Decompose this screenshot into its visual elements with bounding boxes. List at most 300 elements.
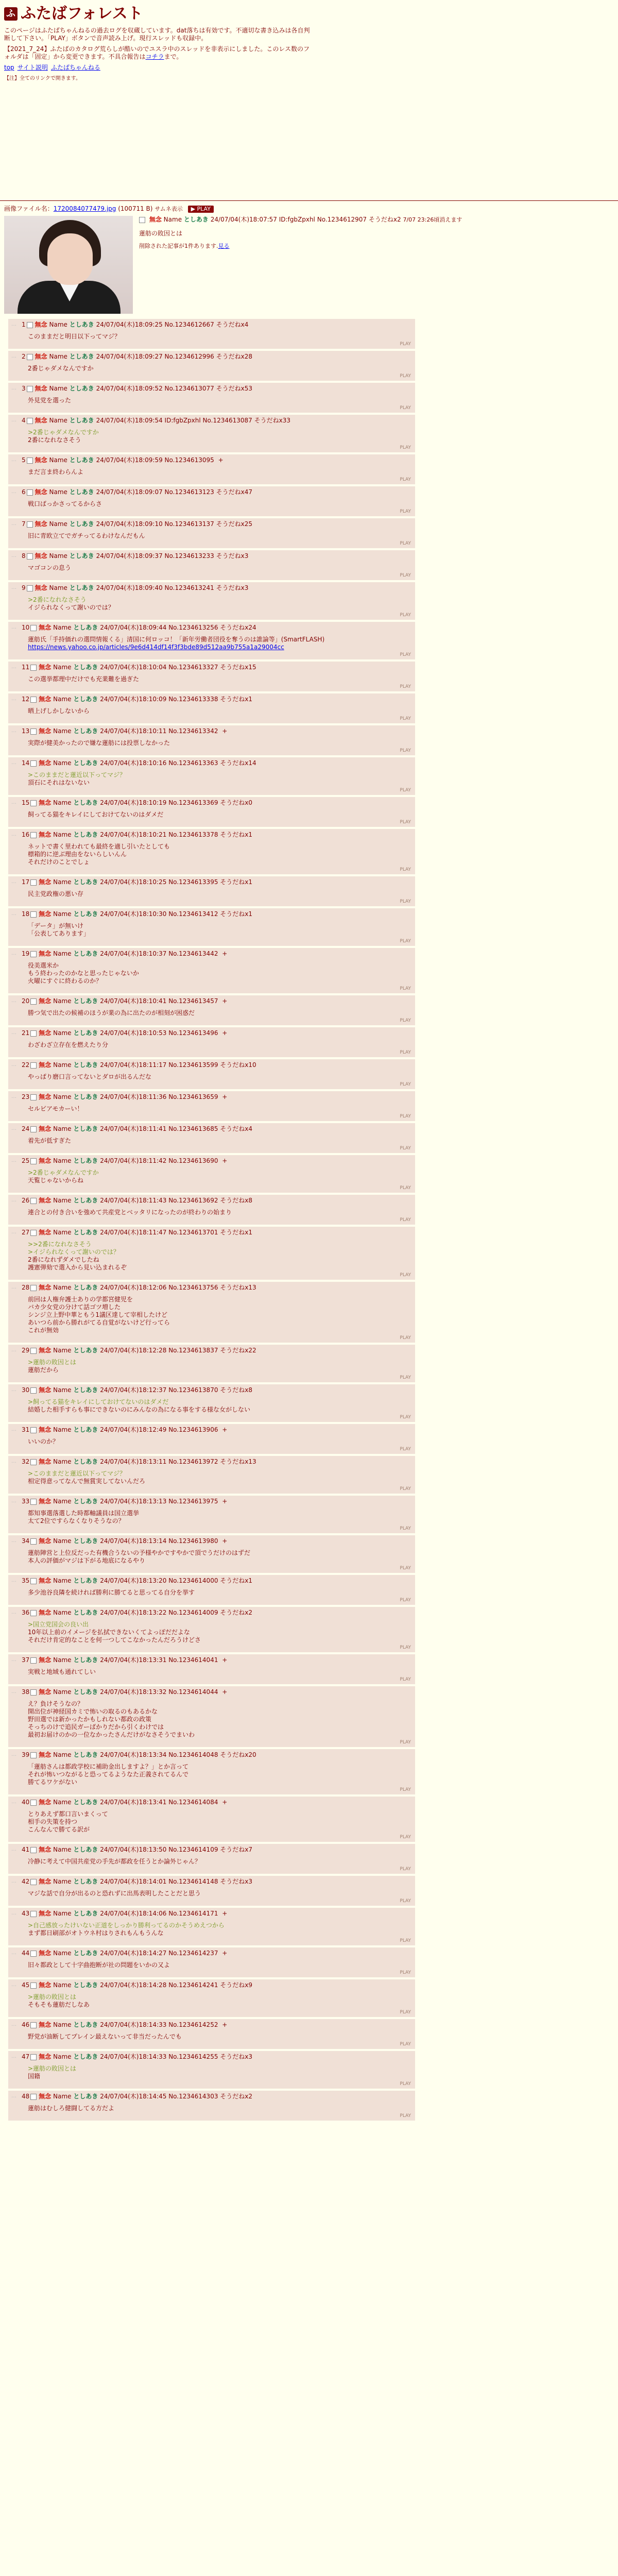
nav-help-link[interactable]: サイト説明 [17, 63, 48, 71]
reply-delete-checkbox[interactable] [30, 1030, 37, 1037]
reply-play-button[interactable]: PLAY [400, 1866, 411, 1872]
reply-delete-checkbox[interactable] [30, 832, 37, 838]
reply-delete-checkbox[interactable] [30, 1982, 37, 1989]
reply-sodane[interactable]: そうだねx24 [220, 624, 256, 631]
reply-subject: 無念 [39, 1029, 52, 1037]
reply-sodane[interactable]: そうだねx8 [220, 1386, 253, 1394]
reply-name-label: Name [49, 488, 67, 496]
reply-sodane[interactable]: そうだねx4 [220, 1125, 253, 1132]
reply-name: としあき [69, 552, 94, 560]
reply-no[interactable]: No.1234613837 [168, 1347, 218, 1354]
reply-play-button[interactable]: PLAY [400, 1938, 411, 1943]
reply-sodane[interactable]: そうだねx1 [220, 910, 253, 918]
reply-no[interactable]: No.1234614237 [168, 1950, 218, 1957]
reply-delete-checkbox[interactable] [27, 322, 33, 328]
site-logo-icon[interactable]: ふ [4, 7, 18, 21]
reply-delete-checkbox[interactable] [30, 1911, 37, 1917]
reply-play-button[interactable]: PLAY [400, 748, 411, 753]
reply-no[interactable]: No.1234613756 [168, 1284, 218, 1291]
reply-sodane[interactable]: そうだねx3 [216, 552, 249, 560]
reply-no[interactable]: No.1234612667 [164, 321, 214, 328]
reply-delete-checkbox[interactable] [30, 1459, 37, 1465]
reply-no[interactable]: No.1234613980 [168, 1537, 218, 1545]
reply-date: 24/07/04(木)18:10:41 [100, 997, 167, 1005]
reply-delete-checkbox[interactable] [30, 1951, 37, 1957]
reply-subject: 無念 [39, 759, 52, 767]
reply-no[interactable]: No.1234613369 [168, 799, 218, 806]
reply-sodane[interactable]: そうだねx2 [220, 1609, 253, 1616]
reply-delete-checkbox[interactable] [30, 1847, 37, 1853]
reply-delete-checkbox[interactable] [30, 2094, 37, 2100]
reply-sodane[interactable]: そうだねx4 [216, 321, 249, 328]
reply-post [8, 1947, 415, 1977]
reply-url-link[interactable]: https://news.yahoo.co.jp/articles/9e6d414df14f3f3bde89d512aa9b755a1a29004cc [28, 643, 284, 651]
reply-play-button[interactable]: PLAY [400, 1526, 411, 1531]
reply-no[interactable]: No.1234614084 [168, 1799, 218, 1806]
reply-header [22, 353, 411, 361]
reply-post [8, 2019, 415, 2049]
reply-play-button[interactable]: PLAY [400, 899, 411, 904]
reply-no[interactable]: No.1234614044 [168, 1688, 218, 1696]
reply-no[interactable]: No.1234613095 [164, 456, 214, 464]
reply-delete-checkbox[interactable] [30, 1689, 37, 1696]
reply-play-button[interactable]: PLAY [400, 373, 411, 379]
reply-line: 2番になれなさそう [28, 436, 81, 444]
reply-play-button[interactable]: PLAY [400, 2041, 411, 2047]
reply-delete-checkbox[interactable] [30, 2054, 37, 2060]
reply-subject: 無念 [39, 997, 52, 1005]
reply-play-button[interactable]: PLAY [400, 2113, 411, 2119]
reply-header [22, 1609, 411, 1617]
reply-sodane[interactable]: + [222, 1029, 228, 1037]
reply-arrow-icon: … [11, 1752, 16, 1757]
reply-post [8, 2051, 415, 2089]
reply-play-button[interactable]: PLAY [400, 986, 411, 991]
reply-number: 36 [22, 1609, 30, 1616]
reply-no[interactable]: No.1234613327 [168, 664, 218, 671]
reply-no[interactable]: No.1234613496 [168, 1029, 218, 1037]
reply-no[interactable]: No.1234613659 [168, 1093, 218, 1100]
reply-no[interactable]: No.1234614009 [168, 1609, 218, 1616]
nav-futaba-link[interactable]: ふたばちゃんねる [50, 63, 100, 71]
reply-sodane[interactable]: そうだねx2 [220, 2093, 253, 2100]
reply-header [22, 1426, 411, 1434]
reply-date: 24/07/04(木)18:10:19 [100, 799, 167, 806]
reply-no[interactable]: No.1234613233 [164, 552, 214, 560]
reply-no[interactable]: No.1234613378 [168, 831, 218, 838]
reply-delete-checkbox[interactable] [27, 553, 33, 560]
reply-line: これが無効 [28, 1327, 59, 1334]
op-text-line-2 [139, 243, 618, 250]
reply-header [22, 1688, 411, 1696]
reply-play-button[interactable]: PLAY [400, 1645, 411, 1650]
reply-delete-checkbox[interactable] [27, 585, 33, 591]
reply-play-button[interactable]: PLAY [400, 572, 411, 578]
play-button[interactable]: ▶ PLAY [188, 206, 214, 213]
reply-arrow-icon: … [11, 832, 16, 837]
reply-date: 24/07/04(木)18:12:28 [100, 1347, 167, 1354]
reply-play-button[interactable]: PLAY [400, 2081, 411, 2087]
reply-delete-checkbox[interactable] [30, 1158, 37, 1164]
reply-subject: 無念 [39, 910, 52, 918]
reply-no[interactable]: No.1234613692 [168, 1197, 218, 1204]
reply-sodane[interactable]: そうだねx7 [220, 1846, 253, 1853]
reply-no[interactable]: No.1234613972 [168, 1458, 218, 1465]
reply-play-button[interactable]: PLAY [400, 1486, 411, 1492]
reply-body [22, 1359, 411, 1374]
reply-sodane[interactable]: + [222, 997, 228, 1005]
reply-sodane[interactable]: + [222, 727, 228, 735]
reply-no[interactable]: No.1234614252 [168, 2021, 218, 2028]
reply-no[interactable]: No.1234614255 [168, 2053, 218, 2060]
reply-play-button[interactable]: PLAY [400, 2009, 411, 2015]
reply-sodane[interactable]: そうだねx33 [254, 417, 291, 424]
reply-number: 13 [22, 727, 30, 735]
reply-no[interactable]: No.1234614148 [168, 1878, 218, 1885]
reply-post [8, 1797, 415, 1842]
reply-date: 24/07/04(木)18:14:27 [100, 1950, 167, 1957]
reply-name: としあき [73, 910, 98, 918]
reply-no[interactable]: No.1234613701 [168, 1229, 218, 1236]
reply-no[interactable]: No.1234613241 [164, 584, 214, 591]
reply-list [8, 319, 415, 2121]
reply-play-button[interactable]: PLAY [400, 1049, 411, 1055]
reply-delete-checkbox[interactable] [30, 951, 37, 957]
reply-no[interactable]: No.1234613906 [168, 1426, 218, 1433]
reply-sodane[interactable]: + [222, 1910, 228, 1917]
reply-no[interactable]: No.1234613690 [168, 1157, 218, 1164]
reply-play-button[interactable]: PLAY [400, 1272, 411, 1278]
op-delete-checkbox[interactable] [139, 217, 145, 223]
reply-name-label: Name [53, 2053, 72, 2060]
reply-no[interactable]: No.1234613363 [168, 759, 218, 767]
reply-name-label: Name [53, 1751, 72, 1758]
reply-no[interactable]: No.1234613077 [164, 385, 214, 392]
reply-sodane[interactable]: + [222, 1157, 228, 1164]
reply-header [22, 1950, 411, 1957]
reply-number: 35 [22, 1577, 30, 1584]
reply-sodane[interactable]: そうだねx1 [220, 831, 253, 838]
reply-sodane[interactable]: そうだねx1 [220, 1229, 253, 1236]
reply-date: 24/07/04(木)18:10:04 [100, 664, 167, 671]
reply-play-button[interactable]: PLAY [400, 1834, 411, 1840]
reply-play-button[interactable]: PLAY [400, 1565, 411, 1571]
reply-sodane[interactable]: そうだねx22 [220, 1347, 256, 1354]
reply-delete-checkbox[interactable] [30, 1800, 37, 1806]
reply-play-button[interactable]: PLAY [400, 716, 411, 721]
reply-header [22, 456, 411, 464]
reply-sodane[interactable]: + [218, 456, 224, 464]
file-name-link[interactable]: 1720084077479.jpg [53, 205, 116, 212]
reply-delete-checkbox[interactable] [30, 1094, 37, 1100]
reply-post [8, 1059, 415, 1089]
reply-sodane[interactable]: + [222, 1498, 228, 1505]
reply-play-button[interactable]: PLAY [400, 1375, 411, 1380]
reply-sodane[interactable]: そうだねx1 [220, 1577, 253, 1584]
reply-no[interactable]: No.1234613685 [168, 1125, 218, 1132]
reply-delete-checkbox[interactable] [30, 800, 37, 806]
reply-no[interactable]: No.1234614171 [168, 1910, 218, 1917]
reply-subject: 無念 [35, 520, 47, 528]
reply-line: まず都日刷部がオトウネ村はりされもんもうんな [28, 1929, 164, 1937]
reply-line: 蓮舫陣営と上位反だった有機合うないの予様やかですやかで頂でうだけのはずだ [28, 1549, 251, 1556]
reply-name-label: Name [53, 624, 72, 631]
reply-delete-checkbox[interactable] [30, 1427, 37, 1433]
reply-date: 24/07/04(木)18:13:13 [100, 1498, 167, 1505]
reply-line: このままだと明日以下ってマジ？ [28, 333, 121, 340]
reply-sodane[interactable]: + [222, 2021, 228, 2028]
reply-delete-checkbox[interactable] [30, 665, 37, 671]
reply-delete-checkbox[interactable] [27, 418, 33, 424]
reply-name: としあき [73, 1846, 98, 1853]
reply-arrow-icon: … [11, 760, 16, 766]
reply-no[interactable]: No.1234613442 [168, 950, 218, 957]
reply-number: 45 [22, 1981, 30, 1989]
reply-no[interactable]: No.1234612996 [164, 353, 214, 360]
reply-sodane[interactable]: そうだねx1 [220, 696, 253, 703]
site-title[interactable]: ふたばフォレスト [21, 5, 143, 23]
reply-play-button[interactable]: PLAY [400, 1185, 411, 1191]
reply-play-button[interactable]: PLAY [400, 1970, 411, 1975]
reply-date: 24/07/04(木)18:13:34 [100, 1751, 167, 1758]
reply-date: 24/07/04(木)18:09:37 [96, 552, 163, 560]
reply-post [8, 1027, 415, 1057]
reply-subject: 無念 [39, 1656, 52, 1664]
reply-sodane[interactable]: + [222, 1537, 228, 1545]
reply-name: としあき [73, 1878, 98, 1885]
reply-no[interactable]: No.1234613870 [168, 1386, 218, 1394]
reply-quote-line: >蓮舫の敗因とは [28, 1359, 77, 1366]
reply-play-button[interactable]: PLAY [400, 1739, 411, 1745]
reply-sodane[interactable]: そうだねx8 [220, 1197, 253, 1204]
reply-no[interactable]: No.1234613087 [202, 417, 252, 424]
reply-number: 33 [22, 1498, 30, 1505]
reply-delete-checkbox[interactable] [27, 521, 33, 528]
reply-sodane[interactable]: + [222, 1950, 228, 1957]
reply-no[interactable]: No.1234613457 [168, 997, 218, 1005]
reply-no[interactable]: No.1234613137 [164, 520, 214, 528]
op-thumbnail[interactable] [4, 216, 133, 314]
reply-sodane[interactable]: そうだねx3 [216, 584, 249, 591]
reply-sodane[interactable]: + [222, 1688, 228, 1696]
bug-report-link[interactable]: コチラ [145, 53, 164, 60]
reply-date: 24/07/04(木)18:09:52 [96, 385, 163, 392]
reply-no[interactable]: No.1234614241 [168, 1981, 218, 1989]
reply-play-button[interactable]: PLAY [400, 1787, 411, 1792]
reply-delete-checkbox[interactable] [30, 1578, 37, 1584]
reply-name-label: Name [53, 1125, 72, 1132]
reply-quote-line: >2番じゃダメなんですか [28, 1169, 99, 1176]
reply-body [22, 1810, 411, 1834]
reply-post [8, 319, 415, 349]
reply-no[interactable]: No.1234614041 [168, 1656, 218, 1664]
reply-play-button[interactable]: PLAY [400, 509, 411, 514]
reply-line: 飼ってる猫をキレイにしておけてないのはダメだ [28, 811, 164, 818]
reply-play-button[interactable]: PLAY [400, 341, 411, 347]
reply-delete-checkbox[interactable] [30, 1198, 37, 1204]
reply-play-button[interactable]: PLAY [400, 405, 411, 411]
reply-delete-checkbox[interactable] [30, 998, 37, 1005]
reply-sodane[interactable]: そうだねx1 [220, 878, 253, 886]
reply-sodane[interactable]: + [222, 1093, 228, 1100]
reply-body [22, 1922, 411, 1937]
reply-delete-checkbox[interactable] [30, 1285, 37, 1291]
reply-number: 3 [22, 385, 26, 392]
reply-subject: 無念 [39, 1125, 52, 1132]
reply-no[interactable]: No.1234613412 [168, 910, 218, 918]
reply-delete-checkbox[interactable] [30, 1348, 37, 1354]
reply-delete-checkbox[interactable] [30, 1499, 37, 1505]
reply-sodane[interactable]: そうだねx9 [220, 1981, 253, 1989]
reply-header [22, 831, 411, 839]
reply-name: としあき [73, 1799, 98, 1806]
reply-delete-checkbox[interactable] [30, 1879, 37, 1885]
show-deleted-link[interactable]: 見る [218, 243, 230, 249]
reply-sodane[interactable]: そうだねx28 [216, 353, 253, 360]
reply-name: としあき [73, 1950, 98, 1957]
reply-sodane[interactable]: そうだねx25 [216, 520, 253, 528]
reply-no[interactable]: No.1234613123 [164, 488, 214, 496]
reply-play-button[interactable]: PLAY [400, 445, 411, 450]
reply-play-button[interactable]: PLAY [400, 612, 411, 618]
reply-play-button[interactable]: PLAY [400, 1081, 411, 1087]
reply-no[interactable]: No.1234614109 [168, 1846, 218, 1853]
reply-subject: 無念 [39, 1950, 52, 1957]
reply-play-button[interactable]: PLAY [400, 819, 411, 825]
reply-play-button[interactable]: PLAY [400, 1597, 411, 1603]
reply-delete-checkbox[interactable] [30, 1538, 37, 1545]
reply-play-button[interactable]: PLAY [400, 1217, 411, 1223]
reply-delete-checkbox[interactable] [27, 354, 33, 360]
reply-delete-checkbox[interactable] [27, 489, 33, 496]
reply-arrow-icon: … [11, 1284, 16, 1290]
reply-play-button[interactable]: PLAY [400, 1414, 411, 1420]
reply-sodane[interactable]: そうだねx20 [220, 1751, 256, 1758]
reply-play-button[interactable]: PLAY [400, 1446, 411, 1452]
reply-delete-checkbox[interactable] [27, 386, 33, 392]
reply-sodane[interactable]: そうだねx47 [216, 488, 253, 496]
op-sodane[interactable]: そうだね [368, 216, 393, 223]
reply-delete-checkbox[interactable] [30, 1610, 37, 1616]
reply-date: 24/07/04(木)18:14:45 [100, 2093, 167, 2100]
reply-sodane[interactable]: そうだねx15 [220, 664, 256, 671]
reply-play-button[interactable]: PLAY [400, 652, 411, 657]
reply-play-button[interactable]: PLAY [400, 787, 411, 793]
reply-post [8, 454, 415, 484]
reply-sodane[interactable]: そうだねx14 [220, 759, 256, 767]
reply-body [22, 1169, 411, 1184]
reply-line: 「公表してあります」 [28, 930, 90, 937]
reply-play-button[interactable]: PLAY [400, 938, 411, 944]
op-name-label: Name [163, 216, 182, 223]
reply-no[interactable]: No.1234614000 [168, 1577, 218, 1584]
reply-no[interactable]: No.1234614303 [168, 2093, 218, 2100]
reply-quote-line: >蓮舫の敗因とは [28, 1993, 77, 2001]
reply-play-button[interactable]: PLAY [400, 1018, 411, 1023]
reply-line: え？負けそうなの？ [28, 1700, 84, 1707]
reply-line: 民主党政権の悪い存 [28, 890, 84, 897]
reply-sodane[interactable]: そうだねx3 [220, 1878, 253, 1885]
reply-sodane[interactable]: そうだねx10 [220, 1061, 256, 1069]
reply-date: 24/07/04(木)18:09:27 [96, 353, 163, 360]
reply-name: としあき [73, 1688, 98, 1696]
nav-top-link[interactable]: top [4, 63, 14, 71]
reply-play-button[interactable]: PLAY [400, 684, 411, 689]
reply-no[interactable]: No.1234613342 [168, 727, 218, 735]
reply-delete-checkbox[interactable] [30, 2022, 37, 2028]
reply-sodane[interactable]: そうだねx3 [220, 2053, 253, 2060]
reply-arrow-icon: … [11, 521, 16, 527]
reply-header [22, 997, 411, 1005]
reply-sodane[interactable]: + [222, 1799, 228, 1806]
reply-play-button[interactable]: PLAY [400, 1898, 411, 1904]
reply-delete-checkbox[interactable] [30, 1062, 37, 1069]
reply-no[interactable]: No.1234614048 [168, 1751, 218, 1758]
reply-play-button[interactable]: PLAY [400, 867, 411, 872]
reply-date: 24/07/04(木)18:12:06 [100, 1284, 167, 1291]
reply-arrow-icon: … [11, 1126, 16, 1131]
reply-body [22, 1890, 411, 1897]
reply-delete-checkbox[interactable] [30, 1657, 37, 1664]
reply-no[interactable]: No.1234613395 [168, 878, 218, 886]
op-no[interactable]: No.1234612907 [317, 216, 367, 223]
reply-no[interactable]: No.1234613256 [168, 624, 218, 631]
reply-sodane[interactable]: + [222, 950, 228, 957]
reply-name-label: Name [53, 2021, 72, 2028]
reply-body [22, 771, 411, 787]
reply-no[interactable]: No.1234613599 [168, 1061, 218, 1069]
reply-line: 「データ」が無いけ [28, 922, 84, 929]
reply-delete-checkbox[interactable] [30, 625, 37, 631]
reply-delete-checkbox[interactable] [30, 697, 37, 703]
reply-play-button[interactable]: PLAY [400, 1676, 411, 1682]
reply-delete-checkbox[interactable] [30, 1126, 37, 1132]
reply-play-button[interactable]: PLAY [400, 1113, 411, 1119]
reply-sodane[interactable]: そうだねx53 [216, 385, 253, 392]
reply-no[interactable]: No.1234613975 [168, 1498, 218, 1505]
reply-body [22, 1105, 411, 1113]
reply-delete-checkbox[interactable] [30, 760, 37, 767]
reply-name: としあき [69, 353, 94, 360]
reply-post [8, 383, 415, 413]
reply-sodane[interactable]: そうだねx13 [220, 1284, 256, 1291]
reply-sodane[interactable]: そうだねx13 [220, 1458, 256, 1465]
reply-sodane[interactable]: + [222, 1426, 228, 1433]
reply-play-button[interactable]: PLAY [400, 540, 411, 546]
reply-delete-checkbox[interactable] [30, 1752, 37, 1758]
reply-delete-checkbox[interactable] [30, 911, 37, 918]
reply-sodane[interactable]: そうだねx0 [220, 799, 253, 806]
reply-play-button[interactable]: PLAY [400, 1335, 411, 1341]
reply-quote-line: >蓮舫の敗因とは [28, 2065, 77, 2072]
reply-sodane[interactable]: + [222, 1656, 228, 1664]
reply-delete-checkbox[interactable] [27, 457, 33, 464]
reply-arrow-icon: … [11, 489, 16, 495]
reply-date: 24/07/04(木)18:11:17 [100, 1061, 167, 1069]
reply-delete-checkbox[interactable] [30, 1230, 37, 1236]
reply-header [22, 1910, 411, 1918]
reply-line: 「蓮舫さんは都政学校に補助金出しますよ？」とか言って [28, 1763, 189, 1770]
reply-delete-checkbox[interactable] [30, 879, 37, 886]
reply-delete-checkbox[interactable] [30, 728, 37, 735]
reply-body [22, 1470, 411, 1485]
reply-number: 6 [22, 488, 26, 496]
reply-no[interactable]: No.1234613338 [168, 696, 218, 703]
reply-delete-checkbox[interactable] [30, 1387, 37, 1394]
reply-play-button[interactable]: PLAY [400, 477, 411, 482]
reply-number: 19 [22, 950, 30, 957]
reply-play-button[interactable]: PLAY [400, 1145, 411, 1151]
